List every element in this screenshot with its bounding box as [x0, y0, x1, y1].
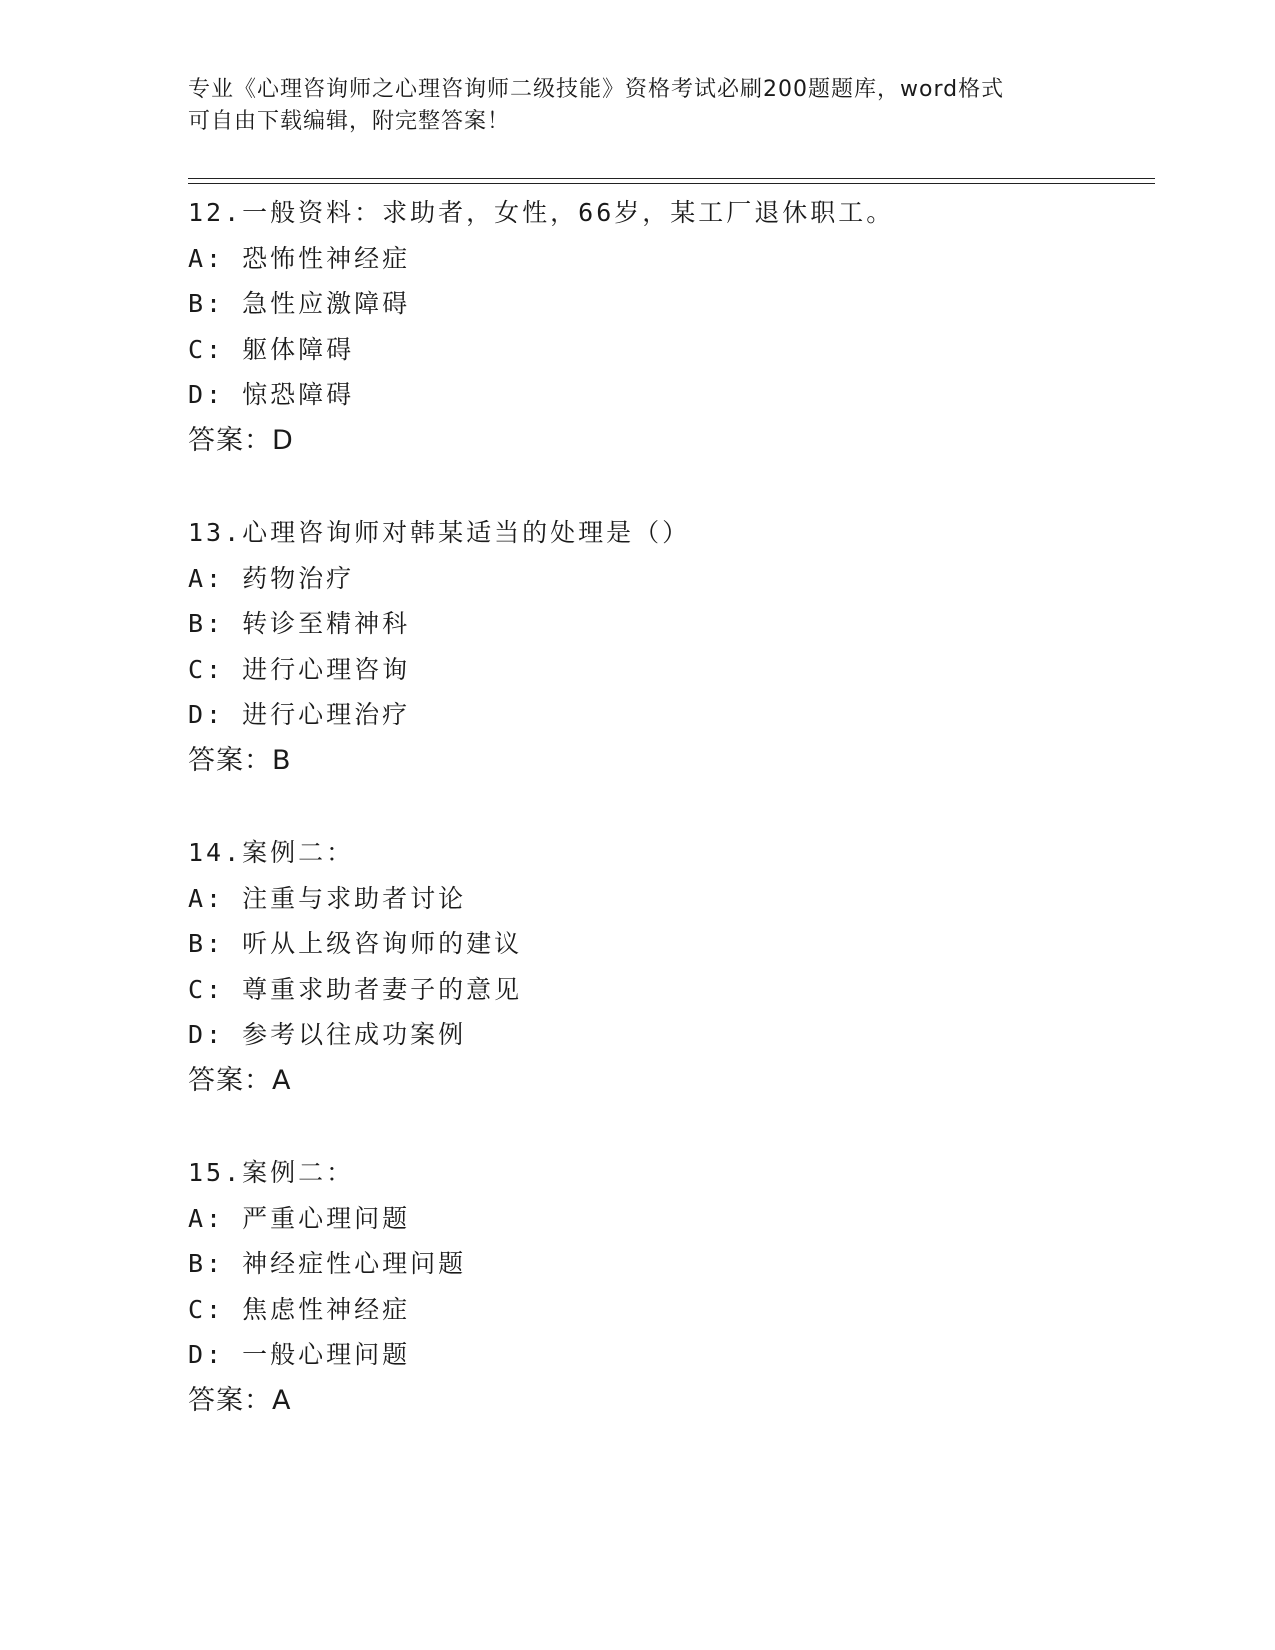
option-b: B: 急性应激障碍 [188, 289, 411, 318]
answer-line: 答案：A [188, 1384, 292, 1416]
question-block [188, 830, 1148, 1103]
answer-line: 答案：D [188, 424, 294, 456]
question-block [188, 1150, 1148, 1423]
header-line-2: 可自由下载编辑，附完整答案！ [188, 109, 511, 134]
option-a: A: 严重心理问题 [188, 1203, 411, 1233]
option-c: C: 躯体障碍 [188, 334, 355, 364]
header-divider-top [188, 178, 1155, 179]
question-stem: 13.心理咨询师对韩某适当的处理是（） [188, 518, 691, 547]
option-d: D: 进行心理治疗 [188, 700, 411, 729]
question-block [188, 510, 1148, 783]
option-c: C: 焦虑性神经症 [188, 1294, 411, 1324]
option-c: C: 进行心理咨询 [188, 654, 411, 684]
question-stem: 15.案例二： [188, 1158, 355, 1187]
option-d: D: 惊恐障碍 [188, 380, 355, 409]
option-a: A: 药物治疗 [188, 563, 355, 593]
question-block [188, 190, 1148, 463]
header-divider-bottom [188, 183, 1155, 184]
answer-line: 答案：A [188, 1064, 292, 1096]
option-d: D: 一般心理问题 [188, 1340, 411, 1369]
option-d: D: 参考以往成功案例 [188, 1020, 467, 1049]
option-b: B: 转诊至精神科 [188, 609, 411, 638]
option-a: A: 注重与求助者讨论 [188, 883, 467, 913]
option-a: A: 恐怖性神经症 [188, 243, 411, 273]
question-list [188, 190, 1148, 1470]
document-header [188, 74, 1088, 138]
question-stem: 14.案例二： [188, 838, 355, 867]
option-b: B: 神经症性心理问题 [188, 1249, 467, 1278]
header-line-1: 专业《心理咨询师之心理咨询师二级技能》资格考试必刷200题题库，word格式 [188, 77, 1005, 102]
answer-line: 答案：B [188, 744, 292, 776]
option-c: C: 尊重求助者妻子的意见 [188, 974, 523, 1004]
option-b: B: 听从上级咨询师的建议 [188, 929, 523, 958]
question-stem: 12.一般资料：求助者，女性，66岁，某工厂退休职工。 [188, 198, 895, 227]
